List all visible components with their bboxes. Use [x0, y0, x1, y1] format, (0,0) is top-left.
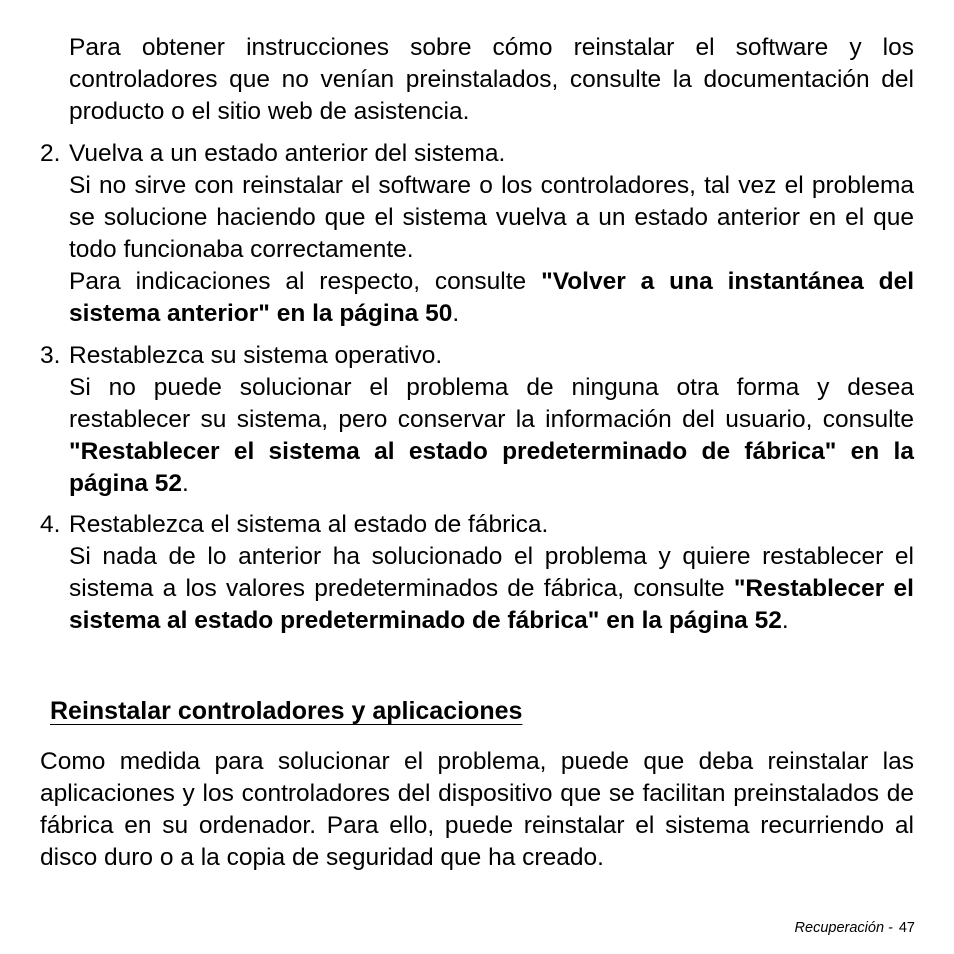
step-2-reference — [69, 266, 914, 330]
step-4-ref-suffix: . — [781, 607, 789, 634]
step-3-body-text: Si no puede solucionar el problema de ninguna otra forma y desea restablecer su sistema, pero conservar la información del usuario, consulte — [69, 374, 914, 433]
step-3-title: Restablezca su sistema operativo. — [69, 342, 443, 369]
footer-section-name: Recuperación - — [794, 920, 893, 936]
step-4-number: 4. — [40, 511, 61, 538]
step-2-number: 2. — [40, 140, 61, 167]
step-4-ref-link: "Restablecer el sistema al estado predeterminado de fábrica" en la página 52 — [69, 575, 914, 634]
step-4-title: Restablezca el sistema al estado de fábrica. — [69, 511, 549, 538]
step-2-ref-suffix: . — [452, 300, 460, 327]
step-2-ref-link: "Volver a una instantánea del sistema anterior" en la página 50 — [69, 268, 915, 327]
section-heading: Reinstalar controladores y aplicaciones — [50, 697, 523, 725]
step-2-body: Si no sirve con reinstalar el software o los controladores, tal vez el problema se solucione haciendo que el sistema vuelva a un estado anterior en el que todo funcionaba correctamente. — [69, 172, 914, 263]
step-3-number: 3. — [40, 342, 61, 369]
intro-paragraph: Para obtener instrucciones sobre cómo reinstalar el software y los controladores que no venían preinstalados, consulte la documentación del producto o el sitio web de asistencia. — [69, 34, 914, 125]
step-2-title: Vuelva a un estado anterior del sistema. — [69, 140, 506, 167]
page-footer — [795, 918, 915, 938]
step-3-ref-link: "Restablecer el sistema al estado predeterminado de fábrica" en la página 52 — [69, 438, 914, 497]
step-2-ref-prefix: Para indicaciones al respecto, consulte — [69, 268, 542, 295]
step-4-body-text: Si nada de lo anterior ha solucionado el problema y quiere restablecer el sistema a los valores predeterminados de fábrica, consulte — [69, 543, 914, 602]
section-body: Como medida para solucionar el problema, puede que deba reinstalar las aplicaciones y los controladores del dispositivo que se facilitan preinstalados de fábrica en su ordenador. Para ello, puede reinstalar el sistema recurriendo al disco duro o a la copia de seguridad que ha creado. — [40, 748, 914, 871]
footer-page-number: 47 — [898, 920, 915, 936]
step-3-body — [69, 372, 914, 500]
step-3-ref-suffix: . — [182, 470, 189, 497]
step-4-body — [69, 541, 914, 637]
